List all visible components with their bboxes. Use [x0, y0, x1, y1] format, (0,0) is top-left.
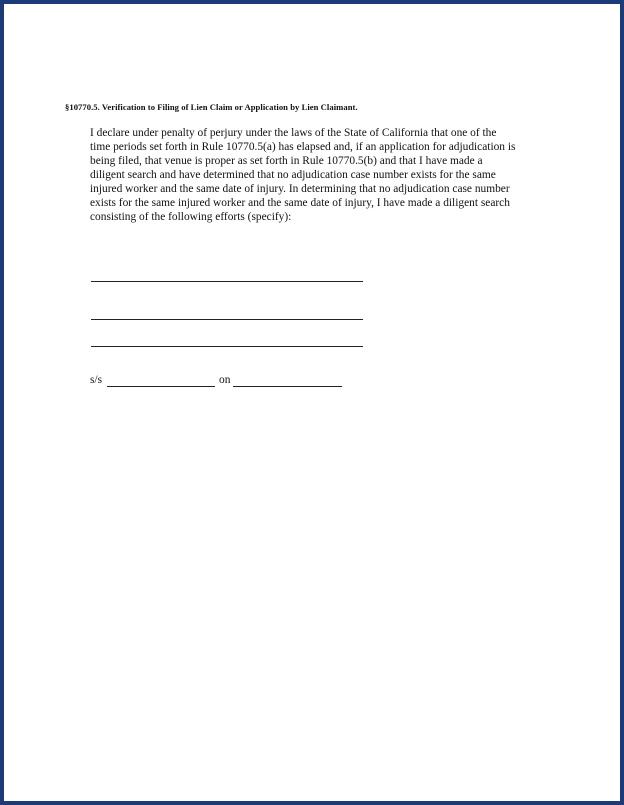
- date-blank: [233, 386, 342, 387]
- efforts-blank-line-2: [91, 319, 363, 320]
- declaration-line: injured worker and the same date of injury. In determining that no adjudication case number: [90, 183, 510, 195]
- efforts-blank-line-1: [91, 281, 363, 282]
- signature-blank: [107, 386, 215, 387]
- efforts-blank-line-3: [91, 346, 363, 347]
- date-on-label: on: [219, 374, 231, 386]
- signature-label: s/s: [90, 374, 103, 386]
- declaration-line: being filed, that venue is proper as set forth in Rule 10770.5(b) and that I have made a: [90, 155, 483, 167]
- declaration-line: I declare under penalty of perjury under the laws of the State of California that one of the: [90, 127, 497, 139]
- declaration-paragraph: [90, 126, 560, 224]
- declaration-line: time periods set forth in Rule 10770.5(a) has elapsed and, if an application for adjudication is: [90, 141, 516, 153]
- declaration-line: consisting of the following efforts (specify):: [90, 211, 292, 223]
- declaration-line: exists for the same injured worker and the same date of injury, I have made a diligent search: [90, 197, 510, 209]
- declaration-line: diligent search and have determined that no adjudication case number exists for the same: [90, 169, 496, 181]
- section-heading: §10770.5. Verification to Filing of Lien Claim or Application by Lien Claimant.: [65, 102, 358, 112]
